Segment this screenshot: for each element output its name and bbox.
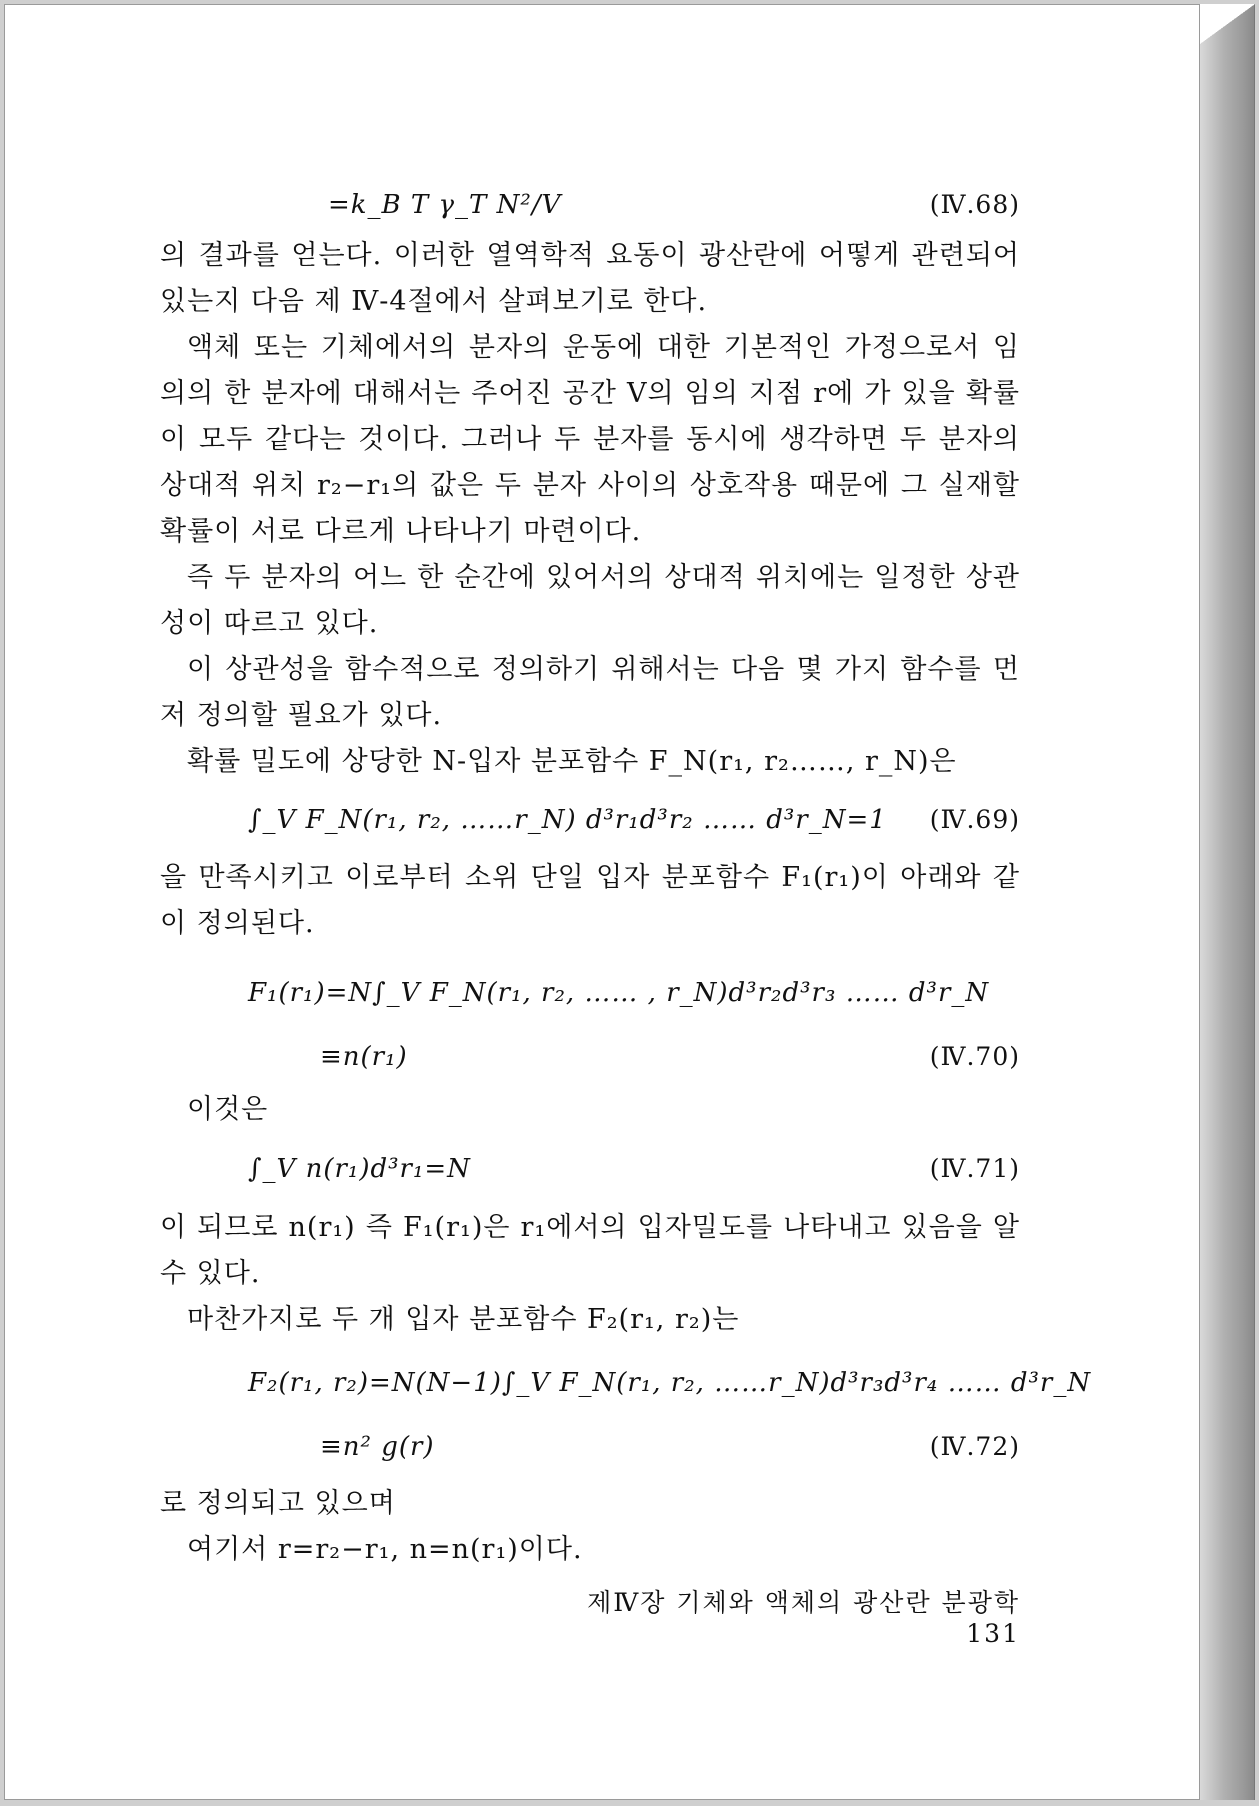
paragraph-7: 이것은 xyxy=(187,1094,269,1125)
paragraph-5: 확률 밀도에 상당한 N-입자 분포함수 F_N(r₁, r₂……, r_N)은 xyxy=(187,746,957,777)
equation-68 xyxy=(160,175,1020,233)
equation-72-line-2 xyxy=(160,1417,1020,1473)
paragraph-9: 마찬가지로 두 개 입자 분포함수 F₂(r₁, r₂)는 xyxy=(187,1304,740,1335)
equation-70-line-1 xyxy=(160,963,1020,1027)
equation-68-number: (Ⅳ.68) xyxy=(929,190,1020,219)
equation-71 xyxy=(160,1133,1020,1205)
paragraph-4: 이 상관성을 함수적으로 정의하기 위해서는 다음 몇 가지 함수를 먼저 정의할 필요가 있다. xyxy=(160,654,1020,731)
equation-72-identity: ≡n² g(r) xyxy=(320,1432,435,1462)
paragraph-6: 을 만족시키고 이로부터 소위 단일 입자 분포함수 F₁(r₁)이 아래와 같이 정의된다. xyxy=(160,862,1020,939)
equation-70-line-2 xyxy=(160,1027,1020,1083)
equation-72-number: (Ⅳ.72) xyxy=(929,1432,1020,1461)
running-footer: 제Ⅳ장 기체와 액체의 광산란 분광학 131 xyxy=(587,1588,1020,1648)
book-spine xyxy=(1200,4,1255,1800)
equation-68-expr: =k_B T γ_T N²/V xyxy=(328,190,562,220)
equation-72-expr: F₂(r₁, r₂)=N(N−1)∫_V F_N(r₁, r₂, ……r_N)d³r₃d³r₄ …… d³r_N xyxy=(248,1368,1092,1398)
paragraph-10: 로 정의되고 있으며 xyxy=(160,1488,396,1519)
equation-69-number: (Ⅳ.69) xyxy=(929,805,1020,834)
equation-70-number: (Ⅳ.70) xyxy=(929,1042,1020,1071)
page-corner xyxy=(1200,4,1255,44)
paragraph-8: 이 되므로 n(r₁) 즉 F₁(r₁)은 r₁에서의 입자밀도를 나타내고 있음을 알 수 있다. xyxy=(160,1212,1020,1289)
paragraph-2: 액체 또는 기체에서의 분자의 운동에 대한 기본적인 가정으로서 임의의 한 분자에 대해서는 주어진 공간 V의 임의 지점 r에 가 있을 확률이 모두 같다는 것이다. 그러나 두 분자를 동시에 생각하면 두 분자의 상대적 위치 r₂−r₁의 값은 두 분자 사이의 상호작용 때문에 그 실재할 확률이 서로 다르게 나타나기 마련이다. xyxy=(160,332,1020,547)
paragraph-11: 여기서 r=r₂−r₁, n=n(r₁)이다. xyxy=(187,1534,583,1565)
equation-71-number: (Ⅳ.71) xyxy=(929,1154,1020,1183)
equation-69 xyxy=(160,785,1020,855)
equation-69-expr: ∫_V F_N(r₁, r₂, ……r_N) d³r₁d³r₂ …… d³r_N=1 xyxy=(248,805,887,835)
paragraph-1: 의 결과를 얻는다. 이러한 열역학적 요동이 광산란에 어떻게 관련되어 있는지 다음 제 Ⅳ-4절에서 살펴보기로 한다. xyxy=(160,240,1020,317)
paragraph-3: 즉 두 분자의 어느 한 순간에 있어서의 상대적 위치에는 일정한 상관성이 따르고 있다. xyxy=(160,562,1020,639)
equation-70-expr: F₁(r₁)=N∫_V F_N(r₁, r₂, …… , r_N)d³r₂d³r₃ …… d³r_N xyxy=(248,978,990,1008)
equation-70-identity: ≡n(r₁) xyxy=(320,1042,408,1072)
equation-72-line-1 xyxy=(160,1353,1092,1417)
page-content xyxy=(160,175,1092,1573)
equation-71-expr: ∫_V n(r₁)d³r₁=N xyxy=(248,1154,471,1184)
